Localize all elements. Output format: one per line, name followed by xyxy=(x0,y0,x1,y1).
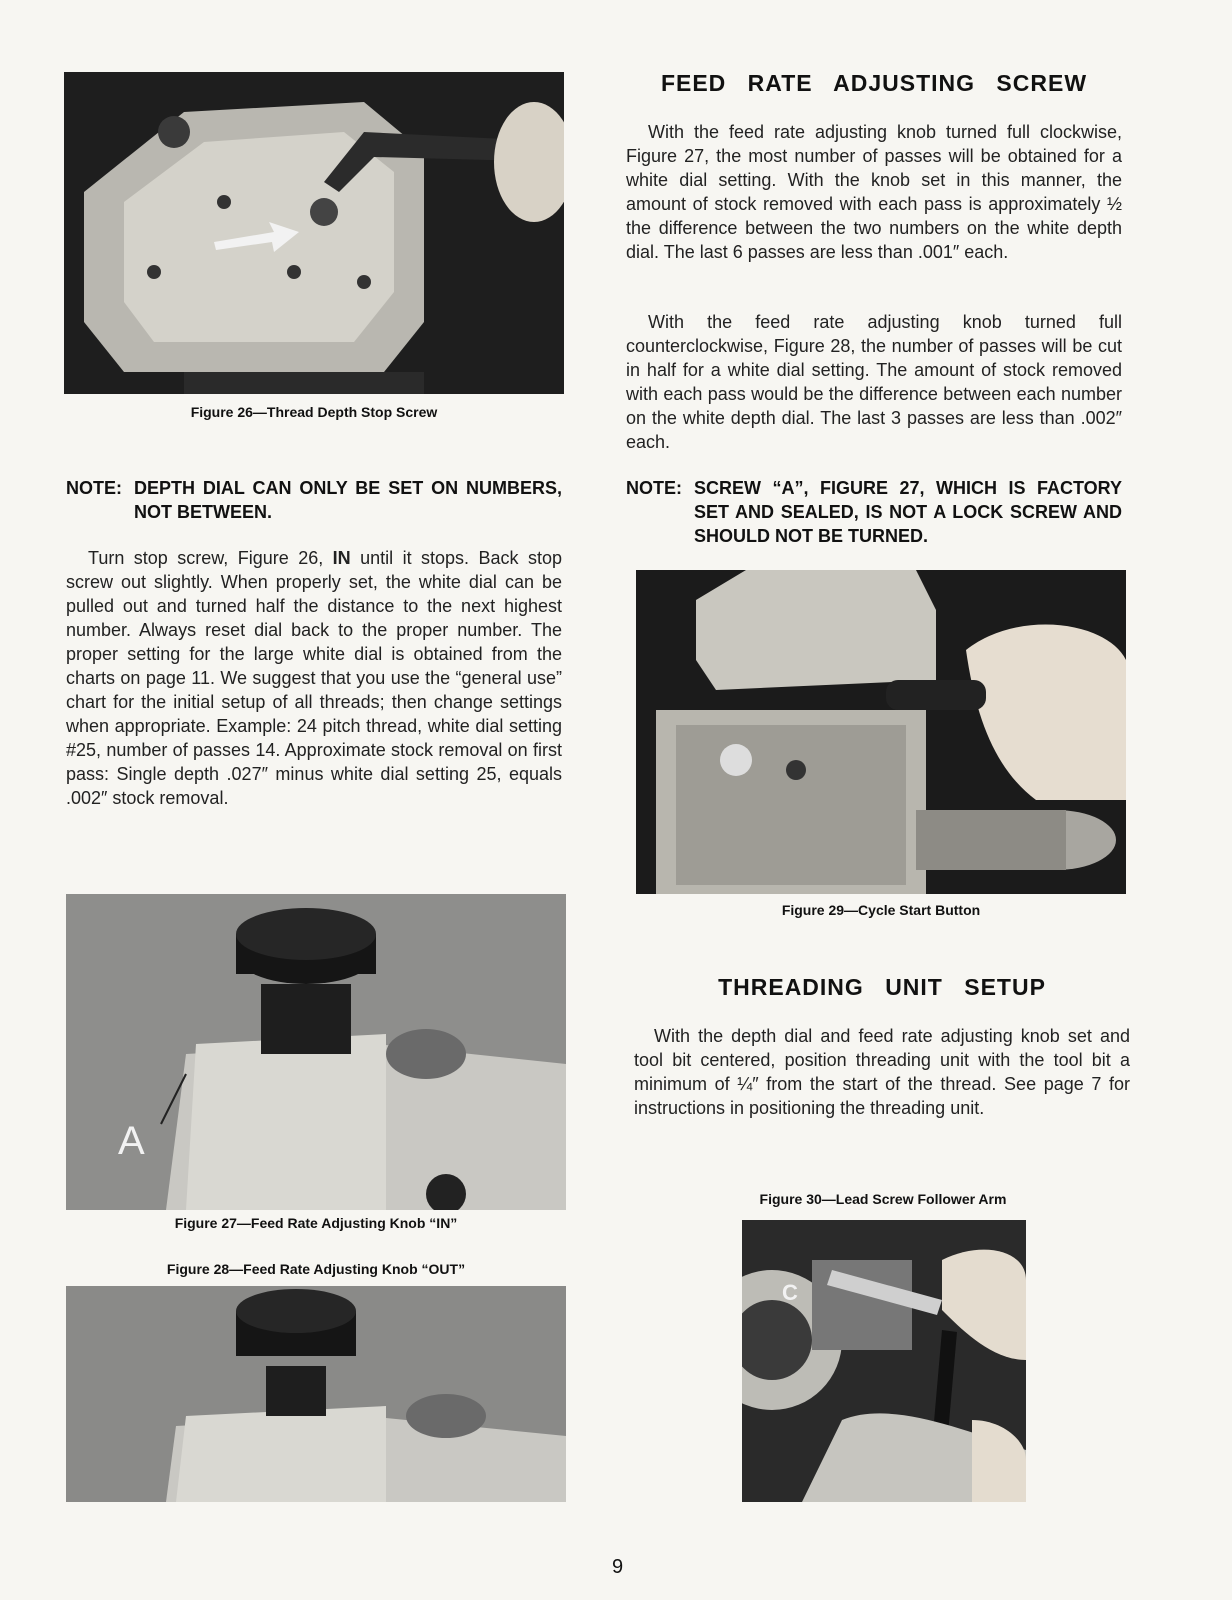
figure-29-photo xyxy=(636,570,1126,894)
figure-27-photo xyxy=(66,894,566,1210)
threading-setup-heading: THREADING UNIT SETUP xyxy=(718,974,1046,1000)
threading-setup-paragraph: With the depth dial and feed rate adjusting knob set and tool bit centered, position threading unit with the tool bit a minimum of ¼″ from the start of the thread. See page 7 for instructions in positioning the threading unit. xyxy=(634,1026,1130,1118)
note-label: NOTE: xyxy=(626,478,682,498)
stop-screw-paragraph xyxy=(66,546,562,810)
figure-26-photo xyxy=(64,72,564,394)
note-label: NOTE: xyxy=(66,478,122,498)
figure-27-callout-a: A xyxy=(118,1119,145,1163)
figure-30-callout-c: C xyxy=(782,1280,798,1305)
stop-screw-text-2: until it stops. Back stop screw out slightly. When properly set, the white dial can be pulled out and turned half the distance to the next highest number. Always reset dial back to the proper number. The proper setting for the large white dial is obtained from the charts on page 11. We suggest that you use the “general use” chart for the initial setup of all threads; then change settings when appropriate. Example: 24 pitch thread, white dial setting #25, number of passes 14. Approximate stock removal on first pass: Single depth .027″ minus white dial setting 25, equals .002″ stock removal. xyxy=(66,548,562,808)
note-text: DEPTH DIAL CAN ONLY BE SET ON NUMBERS, NOT BETWEEN. xyxy=(134,478,562,522)
note-depth-dial xyxy=(66,476,562,526)
note-text: SCREW “A”, FIGURE 27, WHICH IS FACTORY SET AND SEALED, IS NOT A LOCK SCREW AND SHOULD NOT BE TURNED. xyxy=(694,478,1122,546)
stop-screw-text-1: Turn stop screw, Figure 26, xyxy=(88,548,333,568)
figure-30-caption: Figure 30—Lead Screw Follower Arm xyxy=(759,1191,1007,1207)
feed-rate-heading: FEED RATE ADJUSTING SCREW xyxy=(660,70,1088,96)
figure-26-caption: Figure 26—Thread Depth Stop Screw xyxy=(190,404,438,420)
figure-28-photo xyxy=(66,1286,566,1502)
note-screw-a xyxy=(626,476,1122,550)
stop-screw-in-emphasis: IN xyxy=(332,548,351,568)
feed-rate-paragraph-2: With the feed rate adjusting knob turned full counterclockwise, Figure 28, the number of passes will be cut in half for a white dial setting. The amount of stock removed with each pass would be the difference between each number on the white depth dial. The last 3 passes are less than .002″ each. xyxy=(626,312,1122,452)
feed-rate-paragraph-1: With the feed rate adjusting knob turned full clockwise, Figure 27, the most number of passes will be obtained for a white dial setting. With the knob set in this manner, the amount of stock removed with each pass is approximately ½ the difference between the two numbers on the white depth dial. The last 6 passes are less than .001″ each. xyxy=(626,122,1122,262)
figure-28-caption: Figure 28—Feed Rate Adjusting Knob “OUT” xyxy=(166,1261,466,1277)
figure-27-caption: Figure 27—Feed Rate Adjusting Knob “IN” xyxy=(174,1215,458,1231)
figure-29-caption: Figure 29—Cycle Start Button xyxy=(781,902,981,918)
page-number: 9 xyxy=(612,1556,624,1578)
figure-30-photo xyxy=(742,1220,1026,1502)
